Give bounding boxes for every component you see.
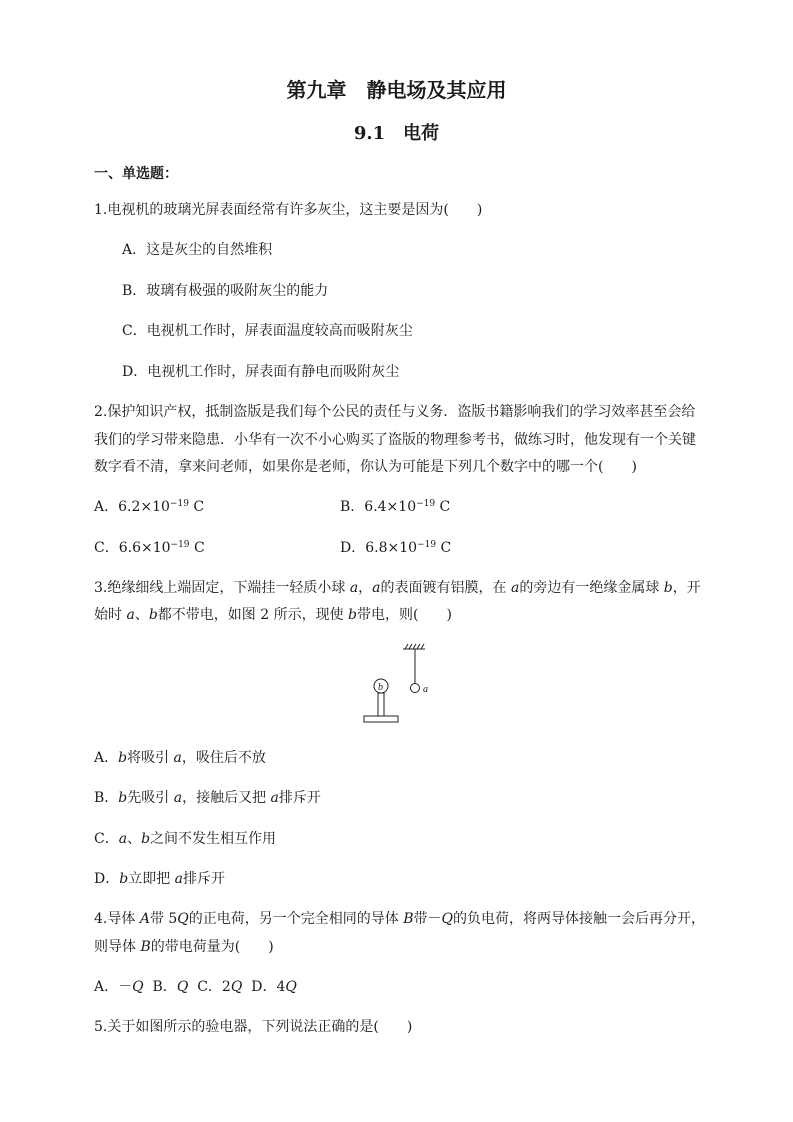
q3-text: 带电，则( ) <box>357 607 452 623</box>
q3-opt-text: B． <box>94 790 119 806</box>
q4-option-a: A．－ <box>94 979 133 995</box>
q3-var-a: a <box>510 580 520 596</box>
q2-stem-line3: 数字看不清，拿来问老师，如果你是老师，你认为可能是下列几个数字中的哪一个( ) <box>94 459 637 475</box>
q3-text: 的旁边有一绝缘金属球 <box>519 580 664 596</box>
q4-var-Q: Q <box>177 911 189 927</box>
q4-text: 则导体 <box>94 939 141 955</box>
q4-var-Q: Q <box>132 979 144 995</box>
q3-option-c <box>94 829 276 849</box>
q3-var-b: b <box>118 790 128 806</box>
q3-option-b <box>94 788 321 808</box>
q1-stem: 1.电视机的玻璃光屏表面经常有许多灰尘，这主要是因为( ) <box>94 202 483 218</box>
q2-option-b-unit: C <box>435 499 451 515</box>
q3-var-b: b <box>119 871 129 887</box>
q1-option-d: D．电视机工作时，屏表面有静电而吸附灰尘 <box>122 364 400 380</box>
q4-text: 的负电荷，将两导体接触一会后再分开， <box>453 911 706 927</box>
q3-text: ， <box>358 580 373 596</box>
q4-var-B: B <box>403 911 414 927</box>
q3-text: 的表面镀有铝膜，在 <box>380 580 511 596</box>
q3-text: 始时 <box>94 607 127 623</box>
q3-opt-text: 先吸引 <box>127 790 174 806</box>
q2-option-a <box>94 497 204 517</box>
q3-text: ，开 <box>672 580 701 596</box>
q3-var-b: b <box>141 831 151 847</box>
section-title: 9.1 电荷 <box>353 123 440 144</box>
q3-var-a: a <box>174 871 184 887</box>
q3-opt-text: C． <box>94 831 119 847</box>
ceiling-support <box>403 644 425 649</box>
q3-opt-text: D． <box>94 871 120 887</box>
q3-stem-line1 <box>94 578 701 598</box>
q4-var-Q: Q <box>230 979 243 995</box>
q3-var-a: a <box>126 607 135 623</box>
q2-option-b-base: B．6.4×10 <box>340 499 417 515</box>
q4-text: 的带电荷量为( ) <box>150 939 274 955</box>
q2-option-c-exp: −19 <box>170 540 190 550</box>
q3-opt-text: 排斥开 <box>278 790 321 806</box>
q4-option-d: D．4 <box>251 979 286 995</box>
stand-base <box>364 716 398 722</box>
chapter-title: 第九章 静电场及其应用 <box>286 78 507 102</box>
q3-opt-text: 之间不发生相互作用 <box>150 831 277 847</box>
label-b: b <box>378 682 383 693</box>
q4-var-Q: Q <box>285 979 297 995</box>
q2-option-c-base: C．6.6×10 <box>94 540 171 556</box>
q2-stem-line1: 2.保护知识产权，抵制盗版是我们每个公民的责任与义务．盗版书籍影响我们的学习效率甚至会给 <box>94 404 696 420</box>
q3-opt-text: 将吸引 <box>127 750 174 766</box>
q3-stem-line2 <box>94 605 452 625</box>
q2-option-a-base: A．6.2×10 <box>94 499 170 515</box>
q2-option-a-unit: C <box>188 499 205 515</box>
q3-opt-text: A． <box>94 750 119 766</box>
q2-option-d-base: D．6.8×10 <box>340 540 418 556</box>
q3-opt-text: ，吸住后不放 <box>181 750 266 766</box>
q4-text: 带－ <box>413 911 442 927</box>
q3-var-b: b <box>663 580 673 596</box>
q3-var-b: b <box>348 607 358 623</box>
q3-var-a: a <box>118 831 128 847</box>
q4-text: 4.导体 <box>94 911 140 927</box>
q2-option-d <box>340 538 451 558</box>
q3-var-b: b <box>148 607 158 623</box>
q3-text: 3.绝缘细线上端固定，下端挂一轻质小球 <box>94 580 350 596</box>
q3-text: 都不带电，如图 2 所示，现使 <box>157 607 349 623</box>
q3-text: 、 <box>134 607 149 623</box>
q1-option-c: C．电视机工作时，屏表面温度较高而吸附灰尘 <box>122 323 413 339</box>
q2-stem-line2: 我们的学习带来隐患．小华有一次不小心购买了盗版的物理参考书，做练习时，他发现有一个关键 <box>94 432 696 448</box>
q4-stem-line2 <box>94 937 274 957</box>
q4-var-Q: Q <box>441 911 454 927</box>
q3-opt-text: 排斥开 <box>183 871 226 887</box>
ball-a <box>411 684 420 693</box>
q4-option-c: C．2 <box>197 979 231 995</box>
q3-var-a: a <box>372 580 381 596</box>
q3-var-a: a <box>173 790 183 806</box>
q4-var-A: A <box>139 911 150 927</box>
q2-option-d-unit: C <box>436 540 452 556</box>
section-heading: 一、单选题： <box>94 166 178 182</box>
q1-option-a: A．这是灰尘的自然堆积 <box>122 242 273 258</box>
q1-option-b: B．玻璃有极强的吸附灰尘的能力 <box>122 283 329 299</box>
q2-option-c <box>94 538 205 558</box>
q3-opt-text: 立即把 <box>128 871 175 887</box>
q3-var-b: b <box>118 750 128 766</box>
q4-option-b: B． <box>152 979 177 995</box>
q5-stem: 5.关于如图所示的验电器，下列说法正确的是( ) <box>94 1019 413 1035</box>
q2-option-a-exp: −19 <box>169 499 189 509</box>
q3-option-d <box>94 869 225 889</box>
q2-option-c-unit: C <box>189 540 205 556</box>
q4-text: 带 5 <box>149 911 178 927</box>
q2-option-d-exp: −19 <box>417 540 437 550</box>
q2-option-b-exp: −19 <box>416 499 436 509</box>
q4-var-Q: Q <box>176 979 189 995</box>
q3-figure <box>355 640 445 728</box>
q3-option-a <box>94 748 266 768</box>
q3-var-a: a <box>270 790 279 806</box>
q4-stem-line1 <box>94 909 705 929</box>
stand-post <box>378 693 384 716</box>
q4-text: 的正电荷，另一个完全相同的导体 <box>188 911 404 927</box>
q2-option-b <box>340 497 450 517</box>
q3-opt-text: 、 <box>127 831 142 847</box>
label-a: a <box>423 684 428 695</box>
q4-var-B: B <box>140 939 151 955</box>
q4-options <box>94 977 297 997</box>
q3-var-a: a <box>173 750 182 766</box>
q3-opt-text: ，接触后又把 <box>182 790 271 806</box>
q3-var-a: a <box>349 580 359 596</box>
